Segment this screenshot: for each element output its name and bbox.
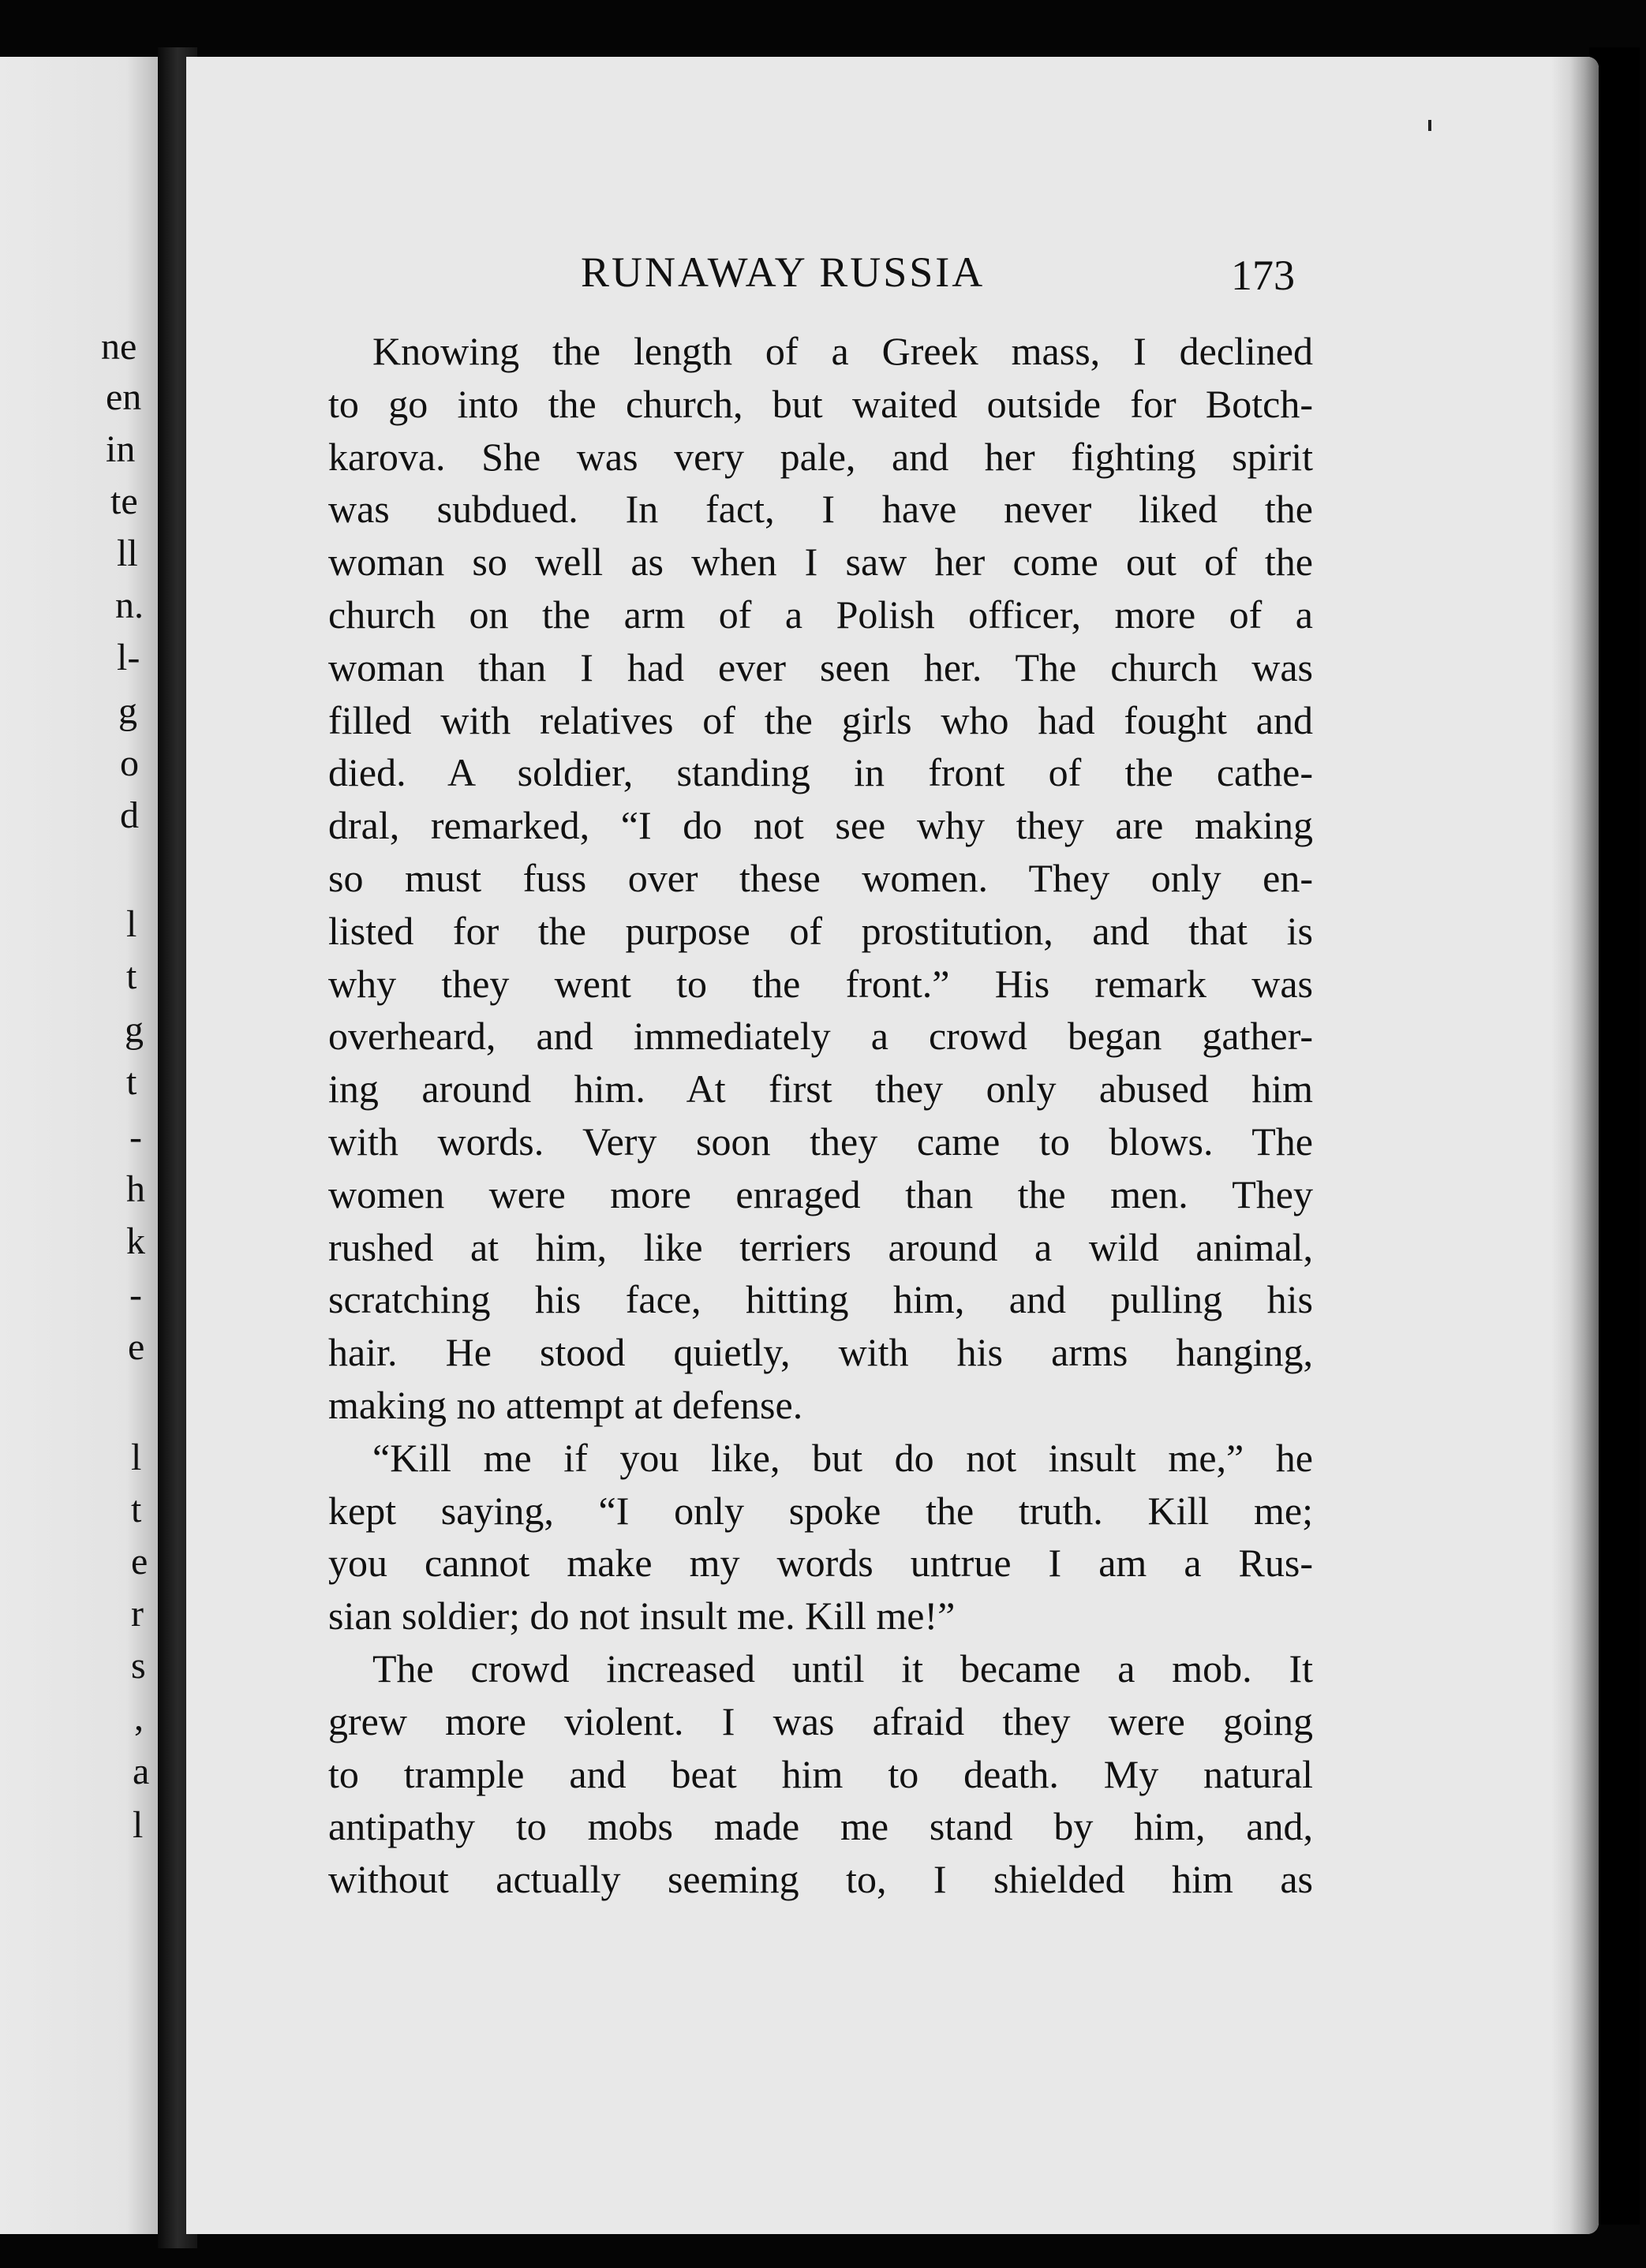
text-line: dral, remarked, “I do not see why they are making: [328, 803, 1313, 848]
text-line: was subdued. In fact, I have never liked the: [328, 487, 1313, 532]
text-line: karova. She was very pale, and her fighting spirit: [328, 434, 1313, 479]
text-line: hair. He stood quietly, with his arms hanging,: [328, 1330, 1313, 1375]
left-page-fragment: ll: [117, 532, 138, 574]
left-page-fragment: l-: [117, 637, 140, 678]
left-page-fragment: te: [110, 480, 138, 522]
text-line: church on the arm of a Polish officer, more of a: [328, 592, 1313, 637]
text-line: to trample and beat him to death. My natural: [328, 1751, 1313, 1796]
text-line: listed for the purpose of prostitution, and that is: [328, 908, 1313, 953]
text-line: woman than I had ever seen her. The church was: [328, 645, 1313, 689]
page-number: 173: [1231, 252, 1295, 299]
text-line: The crowd increased until it became a mob. It: [372, 1646, 1313, 1691]
left-page-fragment: g: [118, 690, 137, 732]
page-header: [186, 248, 1599, 303]
left-page-fragment: ne: [101, 326, 137, 368]
left-page-fragment: e: [131, 1541, 148, 1582]
left-page-fragment: ,: [134, 1697, 144, 1739]
left-page-fragment: t: [126, 955, 137, 997]
text-line: scratching his face, hitting him, and pulling his: [328, 1277, 1313, 1322]
text-line: why they went to the front.” His remark was: [328, 961, 1313, 1006]
text-line: overheard, and immediately a crowd began gather-: [328, 1014, 1313, 1059]
left-page-fragment: t: [131, 1489, 142, 1530]
left-page-fragment: d: [120, 794, 139, 836]
left-page-fragment: -: [129, 1116, 142, 1158]
right-page: [186, 57, 1599, 2234]
left-page-fragment: a: [133, 1751, 150, 1792]
text-line: rushed at him, like terriers around a wild animal,: [328, 1224, 1313, 1269]
running-title: RUNAWAY RUSSIA: [581, 248, 986, 296]
left-page-fragment: t: [126, 1061, 137, 1103]
text-line: woman so well as when I saw her come out of the: [328, 540, 1313, 585]
left-page-fragment: h: [126, 1168, 145, 1210]
text-line: to go into the church, but waited outside for Botch-: [328, 381, 1313, 426]
left-page-fragment: in: [106, 428, 136, 470]
left-page-fragment: l: [133, 1804, 144, 1846]
text-line: grew more violent. I was afraid they were going: [328, 1698, 1313, 1743]
left-page-fragment: -: [129, 1274, 142, 1316]
left-page-fragment: k: [126, 1220, 145, 1262]
body-text: [328, 325, 1313, 1906]
text-line: “Kill me if you like, but do not insult me,” he: [372, 1435, 1313, 1480]
left-page-fragment: g: [125, 1009, 144, 1051]
text-line: without actually seeming to, I shielded him as: [328, 1857, 1313, 1902]
left-page-fragment: s: [131, 1645, 146, 1687]
left-page: [0, 57, 158, 2234]
left-page-fragment: l: [131, 1437, 142, 1478]
text-line: women were more enraged than the men. They: [328, 1171, 1313, 1216]
left-page-fragment: en: [106, 376, 142, 418]
text-line: you cannot make my words untrue I am a Rus-: [328, 1541, 1313, 1586]
scan-speck: [1428, 120, 1431, 131]
text-line: Knowing the length of a Greek mass, I declined: [372, 329, 1313, 373]
left-page-fragment: o: [120, 742, 139, 784]
text-line: with words. Very soon they came to blows. The: [328, 1119, 1313, 1164]
text-line: making no attempt at defense.: [328, 1382, 803, 1427]
text-line: filled with relatives of the girls who had fought and: [328, 697, 1313, 742]
left-page-fragment: n.: [115, 585, 144, 626]
left-page-fragment: r: [131, 1593, 144, 1635]
text-line: so must fuss over these women. They only en-: [328, 855, 1313, 900]
text-line: sian soldier; do not insult me. Kill me!”: [328, 1594, 956, 1638]
text-line: ing around him. At first they only abused him: [328, 1067, 1313, 1112]
text-line: antipathy to mobs made me stand by him, and,: [328, 1804, 1313, 1849]
text-line: died. A soldier, standing in front of the cathe-: [328, 750, 1313, 795]
text-line: kept saying, “I only spoke the truth. Kill me;: [328, 1488, 1313, 1533]
left-page-fragment: l: [126, 903, 137, 945]
page-edge: [1551, 57, 1599, 2234]
left-page-fragment: e: [128, 1326, 145, 1368]
